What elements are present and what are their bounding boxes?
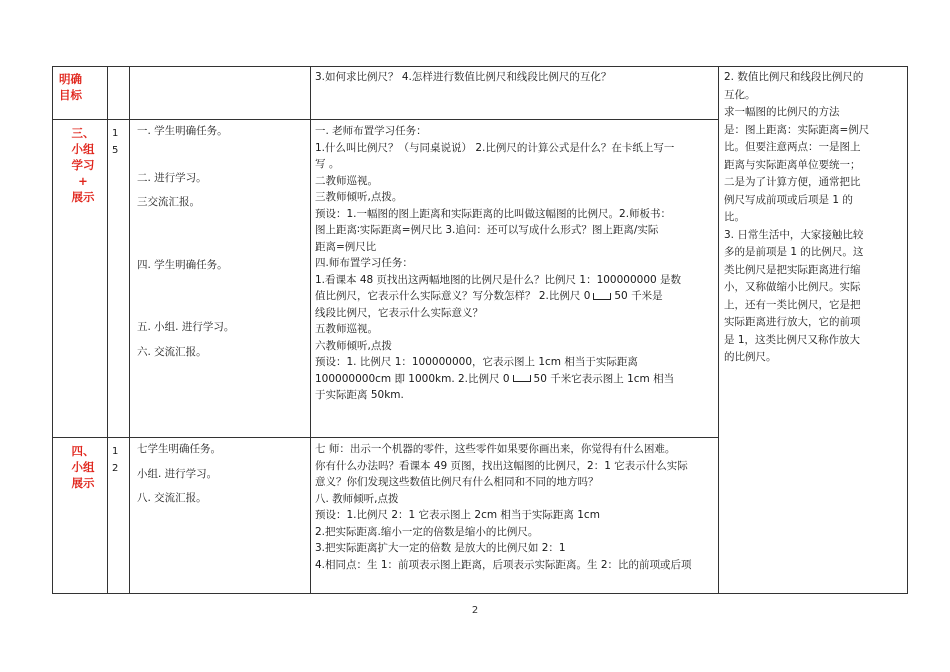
lesson-table — [52, 66, 908, 594]
teacher-cell-2: 一. 老师布置学习任务： 1.什么叫比例尺？（与同桌说说） 2.比例尺的计算公式是什么？在卡纸上写一 写 。 二教师巡视。 三教师倾听,点拨。 预设：1.一幅图的图上距离和实际距离的比叫做这幅图的比例尺。2.师板书： 图上距离∶实际距离=例尺比 3.追问：还可以写成什么形式？图上距离/实际 距离=例尺比 四.师布置学习任务： 1.看课本 48 页找出这两幅地图的比例尺是什么？比例尺 1：100000000 是数 值比例尺，它表示什么实际意义？写分数怎样？ 2.比例尺 0 50 千米是 线段比例尺，它表示什么实际意义？ 五教师巡视。 六教师倾听,点拨 预设：1. 比例尺 1：100000000，它表示图上 1cm 相当于实际距离 100000000cm 即 1000km. 2.比例尺 0 50 千米它表示图上 1cm 相当 于实际距离 50km. — [315, 125, 682, 401]
page-number: 2 — [471, 605, 479, 616]
section-label-2: 三、 小组 学习 + 展示 — [71, 126, 95, 204]
column-divider — [310, 67, 311, 593]
row-divider — [53, 437, 718, 438]
scale-bar-icon — [593, 293, 611, 300]
section-label-3: 四、 小组 展示 — [71, 444, 95, 490]
column-divider — [718, 67, 719, 593]
teacher-cell-3: 七 师：出示一个机器的零件，这些零件如果要你画出来，你觉得有什么困难。 你有什么办法吗？看课本 49 页图，找出这幅图的比例尺，2：1 它表示什么实际 意义？你们发现这些数值比例尺有什么相同和不同的地方吗？ 八. 教师倾听,点拨 预设：1.比例尺 2：1 它表示图上 2cm 相当于实际距离 1cm 2.把实际距离.缩小一定的倍数是缩小的比例尺。 3.把实际距离扩大一定的倍数 是放大的比例尺如 2：1 4.相同点：生 1：前项表示图上距离，后项表示实际距离。生 2：比的前项或后项 — [315, 443, 692, 571]
scale-bar-icon — [513, 375, 531, 382]
section-label-1: 明确 目标 — [59, 72, 82, 102]
column-divider — [107, 67, 108, 593]
student-cell-3: 七学生明确任务。 小组. 进行学习。 八. 交流汇报。 — [137, 443, 221, 504]
time-cell-3: 12 — [112, 446, 119, 474]
notes-cell: 2. 数值比例尺和线段比例尺的 互化。 求一幅图的比例尺的方法 是：图上距离：实际距离=例尺 比。但要注意两点：一是图上 距离与实际距离单位要统一； 二是为了计算方便，通常把比 例尺写成前项或后项是 1 的 比。 3. 日常生活中，大家接触比较 多的是前项是 1 的比例尺。这 类比例尺是把实际距离进行缩 小，又称做缩小比例尺。实际 上，还有一类比例尺，它是把 实际距离进行放大，它的前项 是 1，这类比例尺又称作放大 的比例尺。 — [724, 71, 870, 363]
teacher-cell-1: 3.如何求比例尺？ 4.怎样进行数值比例尺和线段比例尺的互化？ — [315, 71, 612, 83]
row-divider — [53, 119, 718, 120]
student-cell-2: 一. 学生明确任务。 二. 进行学习。 三交流汇报。 四. 学生明确任务。 五. 小组. 进行学习。 六. 交流汇报。 — [137, 125, 235, 358]
time-cell-2: 15 — [112, 128, 119, 156]
column-divider — [129, 67, 130, 593]
